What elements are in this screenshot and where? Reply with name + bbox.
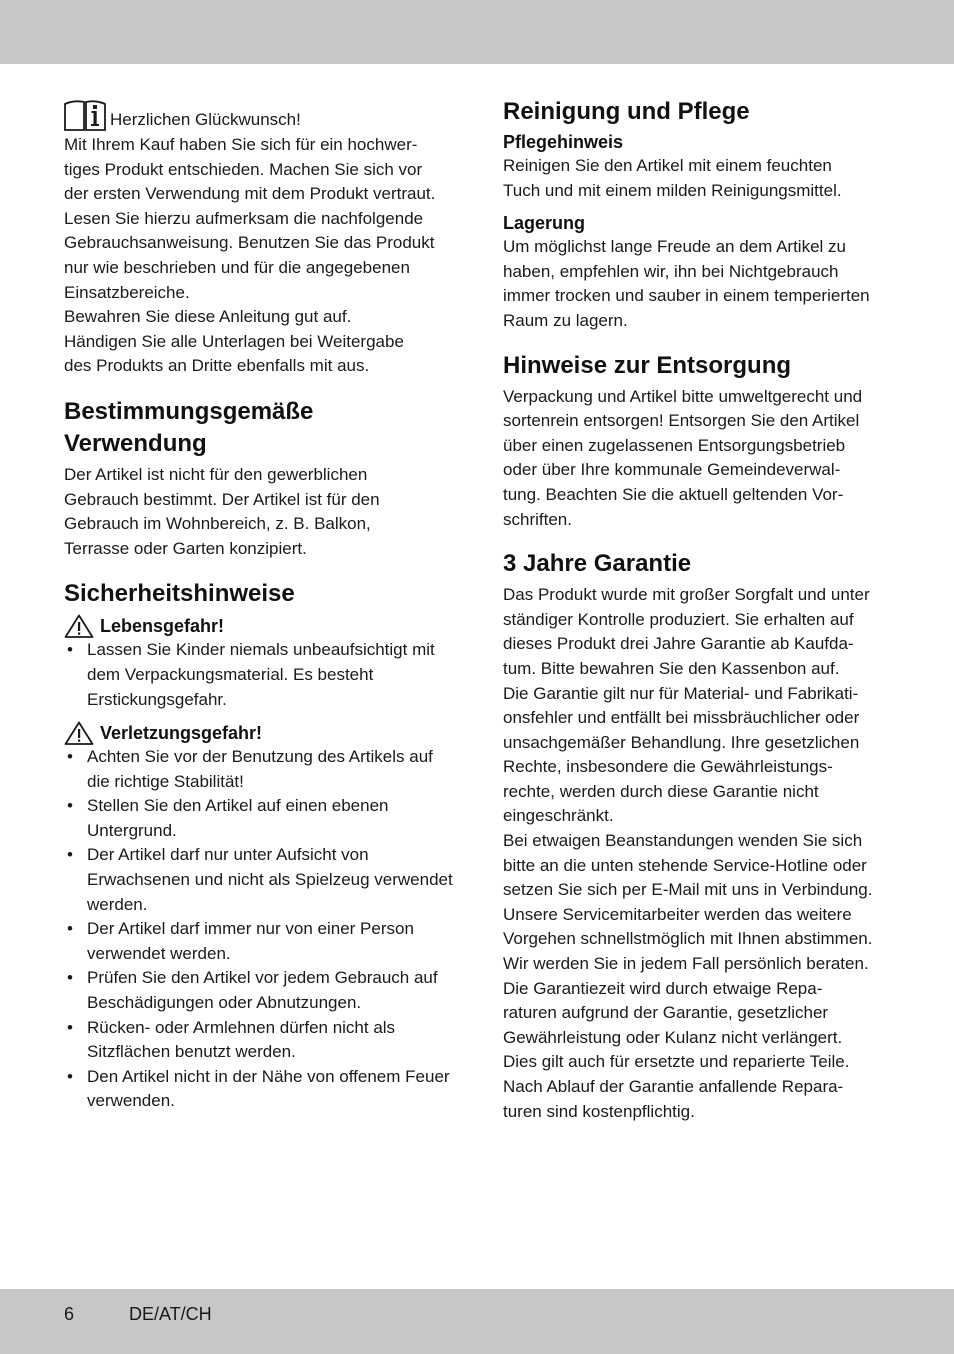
right-column bbox=[503, 96, 893, 1124]
care-subheading-maintenance: Pflegehinweis bbox=[503, 132, 624, 152]
list-item: • Achten Sie vor der Benutzung des Artikels auf die richtige Stabilität! bbox=[64, 745, 454, 794]
warranty-text: Das Produkt wurde mit großer Sorgfalt und unter ständiger Kontrolle produziert. Sie erhalten auf dieses Produkt drei Jahre Garantie ab Kaufda- tum. Bitte bewahren Sie den Kassenbon auf. Die Garantie gilt nur für Material- und Fabrikati- onsfehler und entfällt bei missbräuchlicher oder unsachgemäßer Behandlung. Ihre gesetzlichen Rechte, insbesondere die Gewährleistungs- rechte, werden durch diese Garantie nicht eingeschränkt. Bei etwaigen Beanstandungen wenden Sie sich bitte an die unten stehende Service-Hotline oder setzen Sie sich per E-Mail mit uns in Verbindung. Unsere Servicemitarbeiter werden das weitere Vorgehen schnellstmöglich mit Ihnen abstimmen. Wir werden Sie in jedem Fall persönlich beraten. Die Garantiezeit wird durch etwaige Repa- raturen aufgrund der Garantie, gesetzlicher Gewährleistung oder Kulanz nicht verlängert. Dies gilt auch für ersetzte und reparierte Teile. Nach Ablauf der Garantie anfallende Repara- turen sind kostenpflichtig. bbox=[503, 585, 873, 1121]
read-manual-icon bbox=[64, 100, 106, 132]
list-item: • Prüfen Sie den Artikel vor jedem Gebrauch auf Beschädigungen oder Abnutzungen. bbox=[64, 966, 454, 1015]
danger-life-list bbox=[64, 638, 454, 712]
left-column bbox=[64, 96, 454, 1114]
care-maintenance-text: Reinigen Sie den Artikel mit einem feuchten Tuch und mit einem milden Reinigungsmittel. bbox=[503, 156, 842, 200]
danger-life-title: Lebensgefahr! bbox=[100, 616, 225, 637]
danger-life-heading bbox=[64, 614, 454, 638]
care-subheading-storage: Lagerung bbox=[503, 213, 586, 234]
usage-heading: Bestimmungsgemäße Verwendung bbox=[64, 397, 314, 457]
disposal-text: Verpackung und Artikel bitte umweltgerecht und sortenrein entsorgen! Entsorgen Sie den Artikel über einen zugelassenen Entsorgungsbetrieb oder über Ihre kommunale Gemeindeverwal- tung. Beachten Sie die aktuell geltenden Vor- schriften. bbox=[503, 386, 863, 529]
safety-heading: Sicherheitshinweise bbox=[64, 580, 295, 608]
intro-heading-text: Herzlichen Glückwunsch! bbox=[110, 110, 301, 129]
language-code: DE/AT/CH bbox=[129, 1304, 212, 1324]
care-heading: Reinigung und Pflege bbox=[503, 98, 750, 125]
list-item: • Stellen Sie den Artikel auf einen ebenen Untergrund. bbox=[64, 794, 454, 843]
list-item: • Der Artikel darf nur unter Aufsicht von Erwachsenen und nicht als Spielzeug verwendet werden. bbox=[64, 843, 454, 917]
warranty-heading: 3 Jahre Garantie bbox=[503, 550, 692, 578]
danger-injury-title: Verletzungsgefahr! bbox=[100, 723, 263, 744]
list-item: • Der Artikel darf immer nur von einer Person verwendet werden. bbox=[64, 917, 454, 966]
list-item: • Rücken- oder Armlehnen dürfen nicht als Sitzflächen benutzt werden. bbox=[64, 1016, 454, 1065]
usage-text: Der Artikel ist nicht für den gewerblichen Gebrauch bestimmt. Der Artikel ist für den Gebrauch im Wohnbereich, z. B. Balkon, Terrasse oder Garten konzipiert. bbox=[64, 464, 380, 558]
danger-injury-heading bbox=[64, 721, 454, 745]
intro-heading bbox=[64, 96, 454, 132]
page-number: 6 bbox=[64, 1304, 75, 1324]
header-bar bbox=[0, 0, 954, 64]
list-item: • Lassen Sie Kinder niemals unbeaufsichtigt mit dem Verpackungsmaterial. Es besteht Erstickungsgefahr. bbox=[64, 638, 454, 712]
list-item: • Den Artikel nicht in der Nähe von offenem Feuer verwenden. bbox=[64, 1065, 454, 1114]
care-storage-text: Um möglichst lange Freude an dem Artikel zu haben, empfehlen wir, ihn bei Nichtgebrauch immer trocken und sauber in einem temperierten Raum zu lagern. bbox=[503, 237, 870, 330]
danger-injury-list bbox=[64, 745, 454, 1114]
warning-icon bbox=[64, 721, 94, 745]
intro-text: Mit Ihrem Kauf haben Sie sich für ein hochwer- tiges Produkt entschieden. Machen Sie sich vor der ersten Verwendung mit dem Produkt vertraut. Lesen Sie hierzu aufmerksam die nachfolgende Gebrauchsanweisung. Benutzen Sie das Produkt nur wie beschrieben und für die angegebenen Einsatzbereiche. Bewahren Sie diese Anleitung gut auf. Händigen Sie alle Unterlagen bei Weitergabe des Produkts an Dritte ebenfalls mit aus. bbox=[64, 135, 436, 376]
warning-icon bbox=[64, 614, 94, 638]
disposal-heading: Hinweise zur Entsorgung bbox=[503, 351, 792, 379]
